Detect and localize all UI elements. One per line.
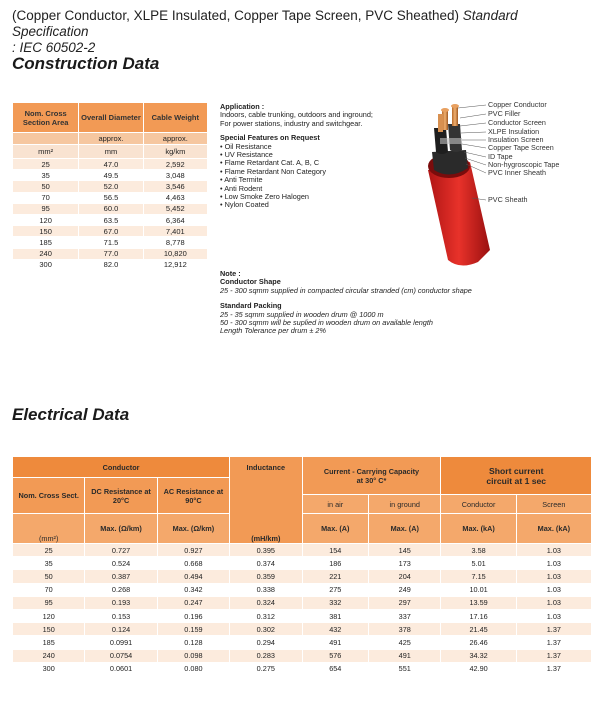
table-cell: 0.124 [85,623,157,636]
table-cell: 50 [13,570,85,583]
table-cell: 0.275 [230,662,302,675]
table-cell: 5.01 [441,557,516,570]
packing-line: 25 - 35 sqmm supplied in wooden drum @ 1000 m [220,309,384,319]
label-pvc-sheath: PVC Sheath [488,195,528,204]
unit-sc-screen: Max. (kA) [516,514,591,544]
label-copper-tape-screen: Copper Tape Screen [488,143,554,152]
unit-cell: kg/km [143,145,207,159]
table-cell: 26.46 [441,636,516,649]
table-row [13,214,208,225]
special-features-list [220,143,420,210]
table-cell: 95 [13,203,79,214]
table-cell: 3,048 [143,170,207,181]
table-cell: 10,820 [143,248,207,259]
table-cell: 120 [13,214,79,225]
label-insulation-screen: Insulation Screen [488,135,544,144]
conductor-end [451,104,459,108]
table-row [13,544,592,557]
table-cell: 300 [13,259,79,270]
table-cell: 0.374 [230,557,302,570]
table-cell: 82.0 [79,259,143,270]
application-block [220,103,420,210]
table-cell: 432 [302,623,369,636]
construction-header-row [13,103,208,133]
table-cell: 8,778 [143,237,207,248]
construction-subheader-row [13,133,208,145]
table-cell: 0.727 [85,544,157,557]
construction-title: Construction Data [12,54,160,73]
table-row [13,583,592,596]
col-in-ground: in ground [369,495,441,514]
table-row [13,170,208,181]
feature-item: • UV Resistance [220,151,420,159]
table-cell: 52.0 [79,181,143,192]
table-cell: 221 [302,570,369,583]
table-cell: 63.5 [79,214,143,225]
table-cell: 13.59 [441,596,516,609]
current-carrying-label: Current - Carrying Capacity [323,466,420,476]
unit-in-air: Max. (A) [302,514,369,544]
table-cell: 6,364 [143,214,207,225]
feature-item: • Anti Termite [220,176,420,184]
table-cell: 70 [13,583,85,596]
short-current-label: Short current [489,465,544,476]
table-cell: 1.37 [516,662,591,675]
col-overall-diameter: Overall Diameter [79,103,143,133]
table-cell: 185 [13,237,79,248]
table-row [13,662,592,675]
table-cell: 7,401 [143,226,207,237]
table-cell: 0.302 [230,623,302,636]
table-cell: 47.0 [79,159,143,170]
feature-item: • Low Smoke Zero Halogen [220,193,420,201]
subheader-cell [13,133,79,145]
copper-conductor-shape [438,114,443,132]
table-cell: 34.32 [441,649,516,662]
conductor-shape-heading: Conductor Shape [220,277,281,287]
table-cell: 0.193 [85,596,157,609]
table-cell: 0.324 [230,596,302,609]
col-sc-conductor: Conductor [441,495,516,514]
table-cell: 150 [13,623,85,636]
col-nom-cross-section: Nom. Cross Section Area [13,103,79,133]
table-cell: 1.03 [516,596,591,609]
table-cell: 50 [13,181,79,192]
cable-cross-section-illustration [420,100,595,270]
table-cell: 249 [369,583,441,596]
table-cell: 576 [302,649,369,662]
label-non-hygroscopic-tape: Non-hygroscopic Tape [488,160,560,169]
table-cell: 95 [13,596,85,609]
unit-ac: Max. (Ω/km) [157,514,229,544]
table-cell: 25 [13,159,79,170]
table-cell: 0.312 [230,609,302,622]
col-group-conductor: Conductor [13,457,230,478]
inner-sheath-shape [432,150,468,175]
unit-dc: Max. (Ω/km) [85,514,157,544]
electrical-unit-row [13,514,592,544]
table-row [13,609,592,622]
table-cell: 5,452 [143,203,207,214]
feature-item: • Nylon Coated [220,201,420,209]
table-cell: 185 [13,636,85,649]
table-cell: 60.0 [79,203,143,214]
col-group-current-carrying [302,457,441,495]
note-heading: Note : [220,269,241,278]
table-row [13,570,592,583]
table-row [13,649,592,662]
table-cell: 0.0991 [85,636,157,649]
table-cell: 1.37 [516,636,591,649]
table-cell: 551 [369,662,441,675]
table-row [13,203,208,214]
inductance-unit: (mH/km) [251,534,281,543]
table-cell: 2,592 [143,159,207,170]
electrical-table [12,456,592,676]
packing-line: Length Tolerance per drum ± 2% [220,326,326,336]
table-cell: 49.5 [79,170,143,181]
table-cell: 0.247 [157,596,229,609]
table-cell: 240 [13,248,79,259]
table-cell: 70 [13,192,79,203]
table-cell: 56.5 [79,192,143,203]
col-sc-screen: Screen [516,495,591,514]
table-cell: 1.37 [516,649,591,662]
col-dc-resistance: DC Resistance at 20°C [85,478,157,514]
table-cell: 1.03 [516,570,591,583]
table-row [13,192,208,203]
col-group-short-circuit [441,457,592,495]
table-cell: 0.387 [85,570,157,583]
feature-item: • Oil Resistance [220,143,420,151]
application-line: Indoors, cable trunking, outdoors and inground; [220,110,373,120]
table-cell: 150 [13,226,79,237]
table-cell: 300 [13,662,85,675]
table-cell: 17.16 [441,609,516,622]
table-row [13,159,208,170]
unit-sc-conductor: Max. (kA) [441,514,516,544]
table-cell: 0.268 [85,583,157,596]
table-cell: 25 [13,544,85,557]
table-cell: 0.098 [157,649,229,662]
table-cell: 0.283 [230,649,302,662]
table-cell: 173 [369,557,441,570]
copper-conductor-shape [452,106,458,126]
special-features-heading: Special Features on Request [220,133,320,143]
table-cell: 21.45 [441,623,516,636]
table-cell: 491 [302,636,369,649]
inductance-label: Inductance [246,463,286,472]
note-block [220,270,590,336]
table-cell: 0.128 [157,636,229,649]
application-line: For power stations, industry and switchgear. [220,118,363,128]
table-row [13,623,592,636]
feature-item: • Anti Rodent [220,185,420,193]
table-row [13,248,208,259]
unit-nom: (mm²) [13,514,85,544]
col-ac-resistance: AC Resistance at 90°C [157,478,229,514]
electrical-title: Electrical Data [12,405,130,424]
standard-packing-heading: Standard Packing [220,301,282,311]
table-cell: 1.37 [516,623,591,636]
table-cell: 0.159 [157,623,229,636]
table-cell: 120 [13,609,85,622]
construction-table [12,102,208,271]
table-cell: 654 [302,662,369,675]
table-cell: 332 [302,596,369,609]
unit-cell: mm² [13,145,79,159]
table-cell: 381 [302,609,369,622]
table-row [13,237,208,248]
pvc-sheath-shape [428,162,490,266]
label-id-tape: ID Tape [488,152,513,161]
construction-unit-row [13,145,208,159]
table-cell: 0.927 [157,544,229,557]
label-copper-conductor: Copper Conductor [488,100,547,109]
table-cell: 1.03 [516,583,591,596]
label-pvc-filler: PVC Filler [488,109,521,118]
table-cell: 378 [369,623,441,636]
table-cell: 337 [369,609,441,622]
col-nom-cross-sect: Nom. Cross Sect. [13,478,85,514]
unit-in-ground: Max. (A) [369,514,441,544]
table-cell: 35 [13,557,85,570]
table-cell: 240 [13,649,85,662]
table-cell: 0.494 [157,570,229,583]
table-cell: 3.58 [441,544,516,557]
conductor-shape-text: 25 - 300 sqmm supplied in compacted circular stranded (cm) conductor shape [220,285,472,295]
table-cell: 35 [13,170,79,181]
table-row [13,557,592,570]
table-cell: 186 [302,557,369,570]
header-standard-spec: Standard Specification [12,8,518,39]
table-cell: 4,463 [143,192,207,203]
short-circuit-duration: circuit at 1 sec [486,475,547,486]
col-cable-weight: Cable Weight [143,103,207,133]
feature-item: • Flame Retardant Cat. A, B, C [220,159,420,167]
header-title: (Copper Conductor, XLPE Insulated, Copper Tape Screen, PVC Sheathed) [12,8,460,23]
col-inductance [230,457,302,544]
table-cell: 67.0 [79,226,143,237]
table-cell: 425 [369,636,441,649]
table-cell: 3,546 [143,181,207,192]
spec-header [12,8,592,56]
current-carrying-temp: at 30° C* [356,475,387,485]
table-cell: 145 [369,544,441,557]
table-cell: 1.03 [516,609,591,622]
table-cell: 0.342 [157,583,229,596]
table-cell: 0.080 [157,662,229,675]
table-cell: 1.03 [516,557,591,570]
table-row [13,636,592,649]
table-cell: 0.359 [230,570,302,583]
tape-screen-shape [440,138,462,144]
header-spec-line: : IEC 60502-2 [12,40,96,55]
table-row [13,259,208,270]
table-cell: 0.668 [157,557,229,570]
table-cell: 154 [302,544,369,557]
table-cell: 204 [369,570,441,583]
subheader-cell: approx. [143,133,207,145]
table-cell: 0.0601 [85,662,157,675]
table-cell: 71.5 [79,237,143,248]
label-pvc-inner-sheath: PVC Inner Sheath [488,168,546,177]
table-cell: 12,912 [143,259,207,270]
table-cell: 275 [302,583,369,596]
electrical-header-row-1 [13,457,592,478]
application-heading: Application : [220,102,265,111]
label-conductor-screen: Conductor Screen [488,118,546,127]
col-in-air: in air [302,495,369,514]
table-cell: 0.338 [230,583,302,596]
table-cell: 0.153 [85,609,157,622]
table-cell: 0.395 [230,544,302,557]
conductor-end [441,108,449,112]
table-row [13,181,208,192]
table-cell: 1.03 [516,544,591,557]
feature-item: • Flame Retardant Non Category [220,168,420,176]
table-row [13,226,208,237]
table-cell: 491 [369,649,441,662]
table-cell: 42.90 [441,662,516,675]
table-cell: 0.294 [230,636,302,649]
cable-labels [488,100,559,204]
table-cell: 297 [369,596,441,609]
table-cell: 0.0754 [85,649,157,662]
table-cell: 7.15 [441,570,516,583]
table-cell: 10.01 [441,583,516,596]
packing-line: 50 - 300 sqmm will be suplied in wooden drum on available length [220,318,433,328]
subheader-cell: approx. [79,133,143,145]
table-row [13,596,592,609]
unit-cell: mm [79,145,143,159]
table-cell: 77.0 [79,248,143,259]
label-xlpe-insulation: XLPE Insulation [488,127,540,136]
table-cell: 0.524 [85,557,157,570]
table-cell: 0.196 [157,609,229,622]
